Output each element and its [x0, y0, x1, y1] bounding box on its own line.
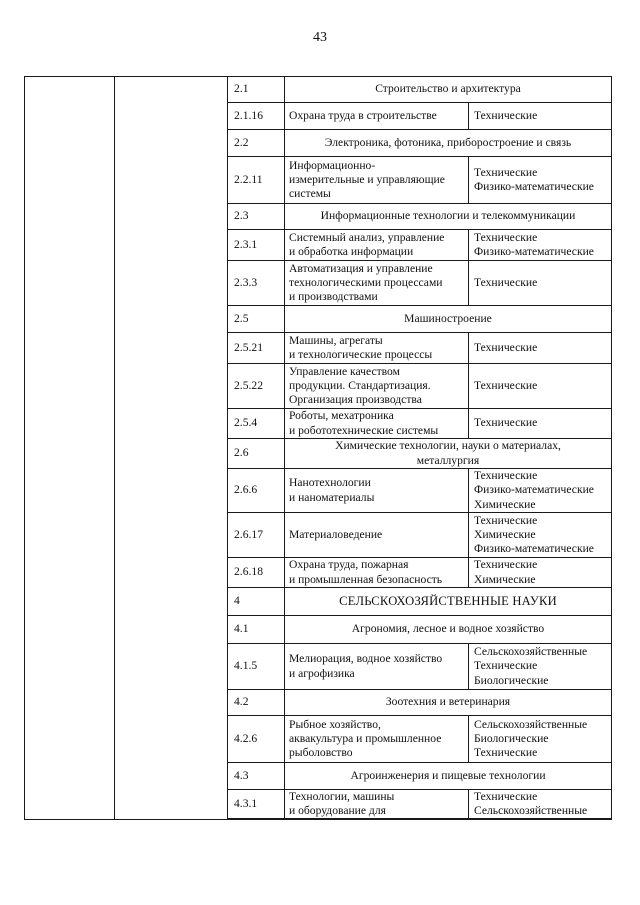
text-line: Химические	[474, 497, 536, 511]
code-cell: 2.6.18	[228, 558, 285, 588]
science-categories	[469, 644, 612, 690]
text-line: Технические	[474, 558, 538, 572]
text-line: Нанотехнологии	[289, 476, 371, 490]
code-cell: 4.1	[228, 616, 285, 644]
code-cell: 2.6	[228, 439, 285, 469]
specialty-name	[285, 558, 469, 588]
text-line: Технические	[474, 659, 538, 673]
text-line: системы	[289, 187, 331, 201]
specialty-name	[285, 409, 469, 439]
code-cell: 2.5	[228, 306, 285, 333]
code-cell: 4.3	[228, 763, 285, 790]
text-line: Мелиорация, водное хозяйство	[289, 652, 443, 666]
specialty-name	[285, 364, 469, 409]
text-line: Сельскохозяйственные	[474, 645, 588, 659]
specialty-name	[285, 790, 469, 820]
section-title: Информационные технологии и телекоммуникации	[285, 204, 612, 230]
specialty-name	[285, 333, 469, 364]
science-categories	[469, 469, 612, 513]
text-line: Технические	[474, 165, 538, 179]
code-cell: 2.3.3	[228, 261, 285, 306]
specialty-name	[285, 469, 469, 513]
blank-column-2	[115, 77, 228, 820]
text-line: Технические	[474, 416, 538, 430]
text-line: и технологические процессы	[289, 348, 433, 361]
code-cell: 2.2.11	[228, 157, 285, 204]
text-line: Технические	[474, 746, 538, 760]
text-line: аквакультура и промышленное	[289, 731, 442, 745]
science-categories	[469, 333, 612, 364]
text-line: Охрана труда в строительстве	[289, 108, 437, 122]
text-line: металлургия	[416, 453, 480, 467]
specialties-table	[24, 76, 612, 820]
code-cell: 2.5.4	[228, 409, 285, 439]
text-line: и наноматериалы	[289, 490, 375, 504]
science-categories	[469, 409, 612, 439]
science-categories	[469, 230, 612, 261]
text-line: Охрана труда, пожарная	[289, 558, 409, 572]
text-line: технологическими процессами	[289, 275, 443, 289]
text-line: и агрофизика	[289, 666, 355, 680]
science-categories	[469, 716, 612, 763]
specialty-name	[285, 103, 469, 130]
text-line: измерительные и управляющие	[289, 172, 445, 186]
text-line: Химические технологии, науки о материалах,	[335, 439, 561, 453]
text-line: Технические	[474, 469, 538, 483]
section-heading-row	[25, 77, 612, 103]
text-line: Сельскохозяйственные	[474, 717, 588, 731]
text-line: Технические	[474, 790, 538, 803]
text-line: Физико-математические	[474, 542, 594, 556]
text-line: Биологические	[474, 731, 549, 745]
section-title: Строительство и архитектура	[285, 77, 612, 103]
text-line: Технические	[474, 275, 538, 289]
text-line: и обработка информации	[289, 245, 414, 258]
text-line: Автоматизация и управление	[289, 261, 433, 275]
specialty-name	[285, 513, 469, 558]
text-line: рыболовство	[289, 746, 353, 760]
science-categories	[469, 103, 612, 130]
science-categories	[469, 157, 612, 204]
text-line: Технологии, машины	[289, 790, 395, 803]
code-cell: 2.6.6	[228, 469, 285, 513]
code-cell: 4.1.5	[228, 644, 285, 690]
code-cell: 2.5.21	[228, 333, 285, 364]
specialty-name	[285, 716, 469, 763]
code-cell: 4.2	[228, 690, 285, 716]
text-line: Системный анализ, управление	[289, 230, 445, 244]
code-cell: 4.3.1	[228, 790, 285, 820]
text-line: Химические	[474, 572, 536, 586]
text-line: и оборудование для	[289, 804, 386, 818]
text-line: Организация производства	[289, 393, 422, 407]
text-line: Материаловедение	[289, 527, 383, 541]
section-title: Агрономия, лесное и водное хозяйство	[285, 616, 612, 644]
section-title: Электроника, фотоника, приборостроение и связь	[285, 130, 612, 157]
text-line: Физико-математические	[474, 483, 594, 497]
code-cell: 2.3	[228, 204, 285, 230]
science-categories	[469, 513, 612, 558]
text-line: и робототехнические системы	[289, 423, 439, 437]
text-line: Управление качеством	[289, 364, 400, 378]
page-number: 43	[313, 30, 327, 45]
text-line: Сельскохозяйственные	[474, 804, 588, 818]
section-title: СЕЛЬСКОХОЗЯЙСТВЕННЫЕ НАУКИ	[285, 588, 612, 616]
science-categories	[469, 790, 612, 820]
text-line: Технические	[474, 108, 538, 122]
text-line: Физико-математические	[474, 245, 594, 258]
text-line: Физико-математические	[474, 180, 594, 193]
specialty-name	[285, 157, 469, 204]
text-line: Роботы, мехатроника	[289, 409, 394, 423]
text-line: Технические	[474, 513, 538, 527]
section-title: Зоотехния и ветеринария	[285, 690, 612, 716]
section-title: Агроинженерия и пищевые технологии	[285, 763, 612, 790]
code-cell: 4	[228, 588, 285, 616]
science-categories	[469, 558, 612, 588]
code-cell: 2.3.1	[228, 230, 285, 261]
code-cell: 2.5.22	[228, 364, 285, 409]
code-cell: 2.2	[228, 130, 285, 157]
text-line: Рыбное хозяйство,	[289, 717, 381, 731]
text-line: Информационно-	[289, 158, 376, 172]
science-categories	[469, 261, 612, 306]
section-title	[285, 439, 612, 469]
text-line: и промышленная безопасность	[289, 572, 443, 586]
text-line: Технические	[474, 230, 538, 244]
text-line: Биологические	[474, 673, 549, 687]
code-cell: 2.6.17	[228, 513, 285, 558]
text-line: Машины, агрегаты	[289, 333, 383, 347]
text-line: Технические	[474, 378, 538, 392]
specialty-name	[285, 261, 469, 306]
text-line: продукции. Стандартизация.	[289, 378, 431, 392]
code-cell: 2.1.16	[228, 103, 285, 130]
text-line: Химические	[474, 527, 536, 541]
text-line: Технические	[474, 340, 538, 354]
specialty-name	[285, 230, 469, 261]
section-title: Машиностроение	[285, 306, 612, 333]
code-cell: 4.2.6	[228, 716, 285, 763]
specialty-name	[285, 644, 469, 690]
science-categories	[469, 364, 612, 409]
code-cell: 2.1	[228, 77, 285, 103]
text-line: и производствами	[289, 290, 378, 304]
blank-column-1	[25, 77, 115, 820]
